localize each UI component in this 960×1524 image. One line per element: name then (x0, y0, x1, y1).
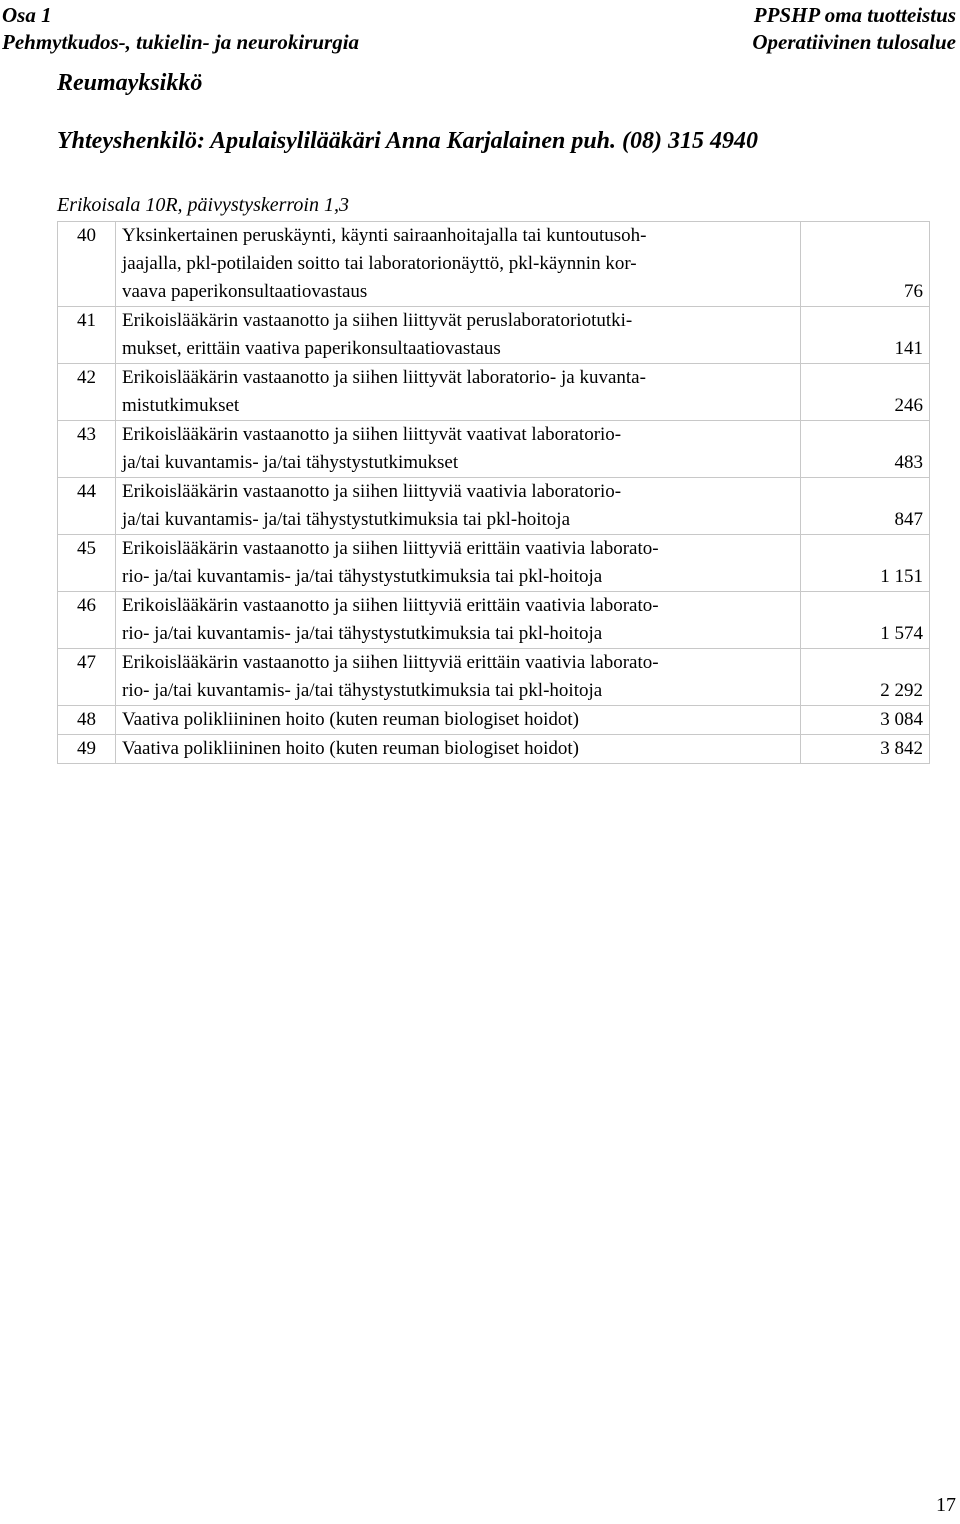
row-description (116, 421, 801, 478)
organization-label: PPSHP oma tuotteistus (753, 3, 956, 27)
description-line: Erikoislääkärin vastaanotto ja siihen liittyvät vaativat laboratorio- (122, 424, 622, 445)
table-row (58, 735, 930, 764)
row-description (116, 222, 801, 307)
description-line: Vaativa polikliininen hoito (kuten reuman biologiset hoidot) (122, 738, 579, 759)
description-line: ja/tai kuvantamis- ja/tai tähystystutkimuksia tai pkl-hoitoja (122, 509, 571, 530)
description-line: Erikoislääkärin vastaanotto ja siihen liittyviä erittäin vaativia laborato- (122, 595, 659, 616)
row-price: 1 151 (801, 535, 930, 592)
description-line: mistutkimukset (122, 395, 240, 416)
table-row (58, 222, 930, 307)
description-line: Erikoislääkärin vastaanotto ja siihen liittyviä erittäin vaativia laborato- (122, 652, 659, 673)
price-table (57, 221, 930, 764)
row-price: 246 (801, 364, 930, 421)
row-description (116, 592, 801, 649)
description-line: Erikoislääkärin vastaanotto ja siihen liittyviä vaativia laboratorio- (122, 481, 622, 502)
page-number: 17 (936, 1494, 956, 1516)
description-line: ja/tai kuvantamis- ja/tai tähystystutkimukset (122, 452, 459, 473)
header-right (752, 2, 956, 56)
description-line: vaava paperikonsultaatiovastaus (122, 281, 368, 302)
description-line: Erikoislääkärin vastaanotto ja siihen liittyviä erittäin vaativia laborato- (122, 538, 659, 559)
description-line: rio- ja/tai kuvantamis- ja/tai tähystystutkimuksia tai pkl-hoitoja (122, 566, 603, 587)
row-price: 2 292 (801, 649, 930, 706)
row-description (116, 307, 801, 364)
description-line: mukset, erittäin vaativa paperikonsultaatiovastaus (122, 338, 501, 359)
table-row (58, 364, 930, 421)
row-price: 847 (801, 478, 930, 535)
table-row (58, 478, 930, 535)
row-price: 3 842 (801, 735, 930, 764)
description-line: rio- ja/tai kuvantamis- ja/tai tähystystutkimuksia tai pkl-hoitoja (122, 680, 603, 701)
row-price: 76 (801, 222, 930, 307)
description-line: rio- ja/tai kuvantamis- ja/tai tähystystutkimuksia tai pkl-hoitoja (122, 623, 603, 644)
table-row (58, 421, 930, 478)
row-description (116, 706, 801, 735)
row-code: 49 (58, 735, 116, 764)
description-line: Erikoislääkärin vastaanotto ja siihen liittyvät laboratorio- ja kuvanta- (122, 367, 646, 388)
description-line: Erikoislääkärin vastaanotto ja siihen liittyvät peruslaboratoriotutki- (122, 310, 633, 331)
table-row (58, 307, 930, 364)
table-row (58, 535, 930, 592)
row-code: 41 (58, 307, 116, 364)
row-price: 3 084 (801, 706, 930, 735)
section-title: Reumayksikkö (57, 70, 203, 96)
row-code: 46 (58, 592, 116, 649)
row-description (116, 735, 801, 764)
department-label: Pehmytkudos-, tukielin- ja neurokirurgia (2, 30, 360, 54)
area-label: Operatiivinen tulosalue (752, 30, 956, 54)
contact-person: Yhteyshenkilö: Apulaisylilääkäri Anna Karjalainen puh. (08) 315 4940 (57, 128, 758, 154)
row-code: 44 (58, 478, 116, 535)
description-line: Vaativa polikliininen hoito (kuten reuman biologiset hoidot) (122, 709, 579, 730)
row-description (116, 478, 801, 535)
row-code: 45 (58, 535, 116, 592)
table-row (58, 706, 930, 735)
row-price: 1 574 (801, 592, 930, 649)
specialty-subtitle: Erikoisala 10R, päivystyskerroin 1,3 (57, 194, 349, 216)
price-table-body (58, 222, 930, 764)
row-price: 141 (801, 307, 930, 364)
row-code: 42 (58, 364, 116, 421)
table-row (58, 592, 930, 649)
row-code: 40 (58, 222, 116, 307)
description-line: jaajalla, pkl-potilaiden soitto tai laboratorionäyttö, pkl-käynnin kor- (122, 253, 637, 274)
row-description (116, 649, 801, 706)
row-code: 43 (58, 421, 116, 478)
table-row (58, 649, 930, 706)
description-line: Yksinkertainen peruskäynti, käynti sairaanhoitajalla tai kuntoutusoh- (122, 225, 647, 246)
header-left (2, 2, 359, 56)
part-label: Osa 1 (2, 3, 52, 27)
row-price: 483 (801, 421, 930, 478)
row-description (116, 364, 801, 421)
row-code: 48 (58, 706, 116, 735)
row-code: 47 (58, 649, 116, 706)
row-description (116, 535, 801, 592)
